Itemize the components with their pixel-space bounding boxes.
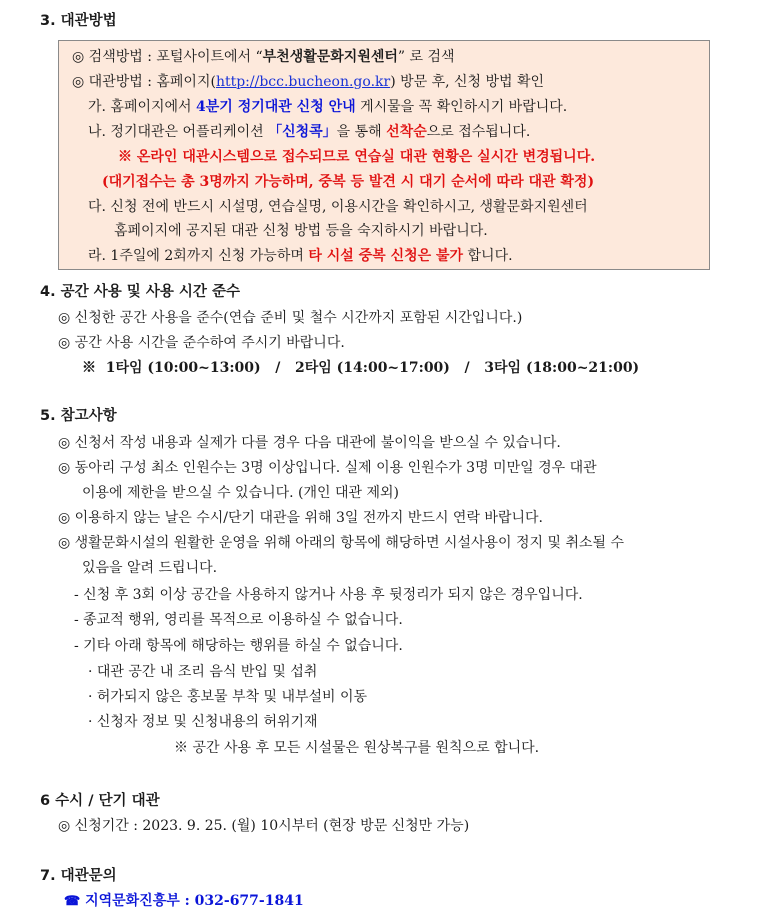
q4-notice-title: 4분기 정기대관 신청 안내: [196, 99, 356, 115]
restore-note: ※ 공간 사용 후 모든 시설물은 원상복구를 원칙으로 합니다.: [174, 740, 540, 756]
waiting-notice: (대기접수는 총 3명까지 가능하며, 중복 등 발견 시 대기 순서에 따라 대관 확정): [102, 174, 595, 190]
item-ra-suffix: 합니다.: [463, 248, 513, 264]
center-name: 부천생활문화지원센터: [262, 49, 398, 65]
homepage-link[interactable]: http://bcc.bucheon.go.kr: [215, 74, 391, 90]
time-slots: ※ 1타임 (10:00~13:00) / 2타임 (14:00~17:00) / 3타임 (18:00~21:00): [82, 360, 640, 376]
section-5-heading: 5. 참고사항: [40, 408, 117, 424]
item-ga-prefix: 가. 홈페이지에서: [88, 99, 197, 115]
bullet-item-3: · 신청자 정보 및 신청내용의 허위기재: [88, 714, 318, 730]
search-method-line: [72, 47, 455, 67]
item-na-prefix: 나. 정기대관은 어플리케이션: [88, 124, 269, 140]
item-da-line2: 홈페이지에 공지된 대관 신청 방법 등을 숙지하시기 바랍니다.: [114, 223, 488, 239]
item-ra: [88, 246, 513, 266]
item-ra-prefix: 라. 1주일에 2회까지 신청 가능하며: [88, 248, 309, 264]
time-compliance-line: ◎ 공간 사용 시간을 준수하여 주시기 바랍니다.: [58, 335, 345, 351]
rental-method-prefix: ◎ 대관방법 : 홈페이지(: [72, 74, 216, 90]
rental-method-suffix: ) 방문 후, 신청 방법 확인: [390, 74, 545, 90]
note-line-4a: ◎ 생활문화시설의 원활한 운영을 위해 아래의 항목에 해당하면 시설사용이 정지 및 취소될 수: [58, 535, 625, 551]
section-7-heading: 7. 대관문의: [40, 868, 117, 884]
note-line-3: ◎ 이용하지 않는 날은 수시/단기 대관을 위해 3일 전까지 반드시 연락 바랍니다.: [58, 510, 543, 526]
rental-method-line: [72, 72, 544, 92]
note-line-2a: ◎ 동아리 구성 최소 인원수는 3명 이상입니다. 실제 이용 인원수가 3명 미만일 경우 대관: [58, 460, 597, 476]
item-na: [88, 122, 530, 142]
note-line-2b: 이용에 제한을 받으실 수 있습니다. (개인 대관 제외): [82, 485, 400, 501]
item-ga-suffix: 게시물을 꼭 확인하시기 바랍니다.: [355, 99, 568, 115]
app-name: 「신청콕」: [268, 124, 337, 140]
phone-icon: ☎: [64, 894, 81, 909]
bullet-item-2: · 허가되지 않은 홍보물 부착 및 내부설비 이동: [88, 689, 368, 705]
usage-compliance-line: ◎ 신청한 공간 사용을 준수(연습 준비 및 철수 시간까지 포함된 시간입니다.): [58, 310, 523, 326]
application-period: ◎ 신청기간 : 2023. 9. 25. (월) 10시부터 (현장 방문 신청만 가능): [58, 818, 470, 834]
note-line-4b: 있음을 알려 드립니다.: [82, 560, 218, 576]
item-da-line1: 다. 신청 전에 반드시 시설명, 연습실명, 이용시간을 확인하시고, 생활문화지원센터: [88, 199, 588, 215]
dash-item-2: - 종교적 행위, 영리를 목적으로 이용하실 수 없습니다.: [74, 612, 403, 628]
note-line-1: ◎ 신청서 작성 내용과 실제가 다를 경우 다음 대관에 불이익을 받으실 수 있습니다.: [58, 435, 561, 451]
realtime-notice: ※ 온라인 대관시스템으로 접수되므로 연습실 대관 현황은 실시간 변경됩니다.: [118, 149, 596, 165]
duplicate-not-allowed: 타 시설 중복 신청은 불가: [308, 248, 464, 264]
item-ga: [88, 97, 567, 117]
bullet-item-1: · 대관 공간 내 조리 음식 반입 및 섭취: [88, 664, 318, 680]
section-4-heading: 4. 공간 사용 및 사용 시간 준수: [40, 284, 240, 300]
item-na-suffix: 으로 접수됩니다.: [426, 124, 531, 140]
dash-item-1: - 신청 후 3회 이상 공간을 사용하지 않거나 사용 후 뒷정리가 되지 않은 경우입니다.: [74, 587, 583, 603]
search-method-suffix: ” 로 검색: [397, 49, 455, 65]
contact-info[interactable]: 지역문화진흥부 : 032-677-1841: [85, 893, 304, 909]
first-come-label: 선착순: [386, 124, 427, 140]
section-6-heading: 6 수시 / 단기 대관: [40, 793, 160, 809]
item-na-mid: 을 통해: [336, 124, 387, 140]
dash-item-3: - 기타 아래 항목에 해당하는 행위를 하실 수 없습니다.: [74, 638, 403, 654]
search-method-prefix: ◎ 검색방법 : 포털사이트에서 “: [72, 49, 263, 65]
contact-line: [64, 891, 304, 912]
section-3-heading: 3. 대관방법: [40, 13, 117, 29]
